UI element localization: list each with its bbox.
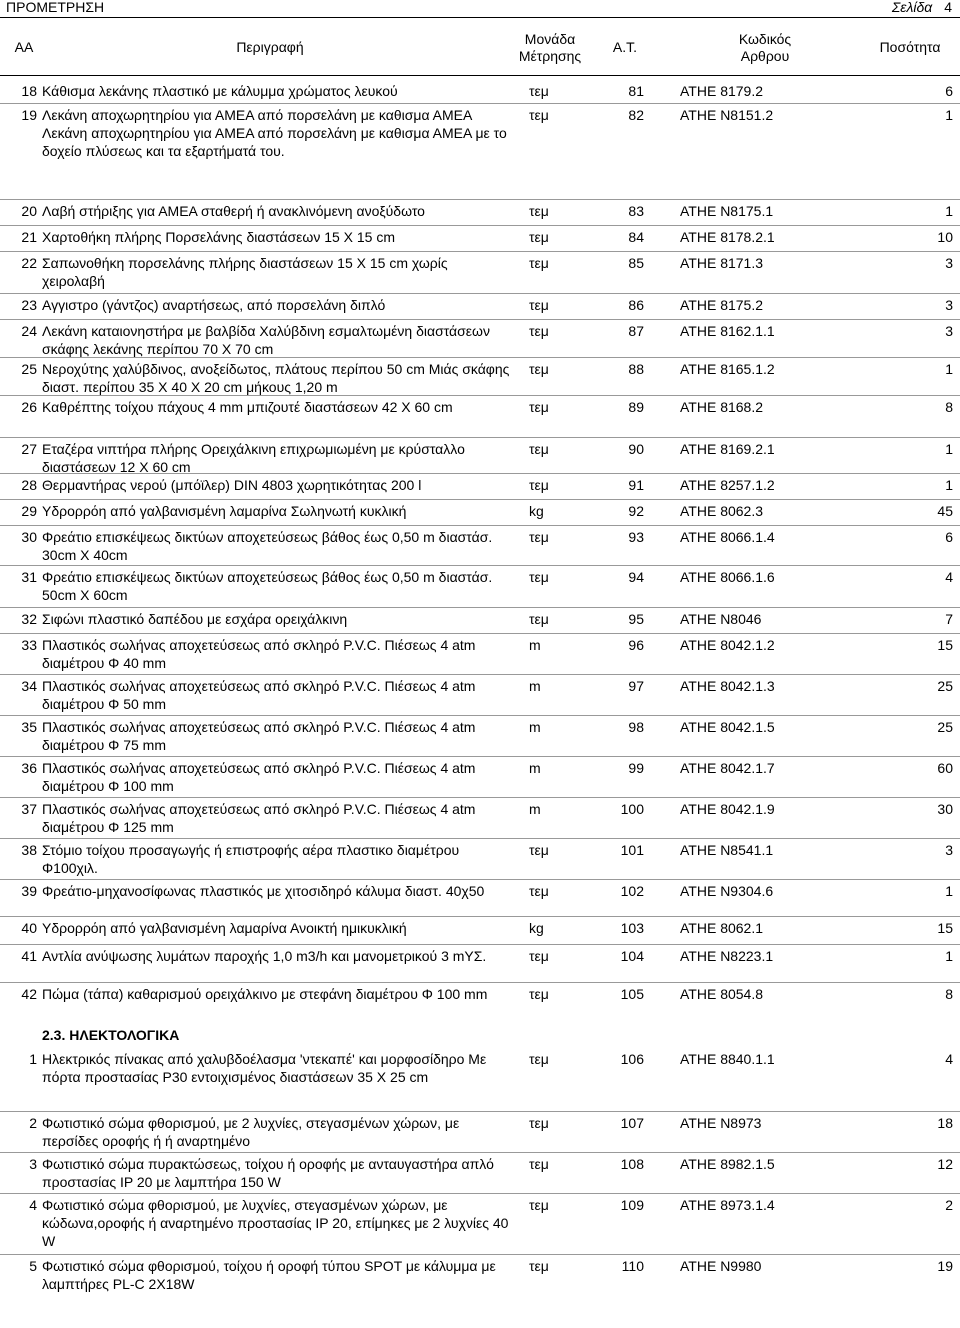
item-number: 23 (21, 297, 37, 313)
item-code: ΑΤΗΕ 8066.1.6 (680, 569, 775, 585)
item-number: 18 (21, 83, 37, 99)
table-row (0, 1193, 960, 1254)
item-description: Υδρορρόη από γαλβανισμένη λαμαρίνα Σωληνωτή κυκλική (42, 503, 407, 519)
item-description: Σαπωνοθήκη πορσελάνης πλήρης διαστάσεων 15 Χ 15 cm χωρίς χειρολαβή (42, 255, 448, 289)
item-at: 105 (620, 986, 644, 1002)
table-row (0, 225, 960, 251)
item-code: ΑΤΗΕ Ν8151.2 (680, 107, 774, 123)
table-row (0, 797, 960, 838)
table-row (0, 319, 960, 357)
col-unit-line1: Μονάδα (524, 31, 576, 47)
item-number: 24 (21, 323, 37, 339)
table-row (0, 293, 960, 319)
col-unit-line2: Μέτρησης (518, 48, 582, 64)
item-quantity: 25 (937, 719, 953, 735)
item-number: 33 (21, 637, 37, 653)
table-row (0, 80, 960, 103)
item-unit: τεμ (529, 203, 549, 219)
item-number: 40 (21, 920, 37, 936)
item-code: ΑΤΗΕ 8042.1.3 (680, 678, 775, 694)
item-at: 86 (628, 297, 644, 313)
item-code: ΑΤΗΕ 8178.2.1 (680, 229, 775, 245)
item-unit: τεμ (529, 529, 549, 545)
table-row (0, 756, 960, 797)
item-quantity: 6 (945, 83, 953, 99)
item-number: 26 (21, 399, 37, 415)
item-at: 101 (620, 842, 644, 858)
item-number: 22 (21, 255, 37, 271)
item-code: ΑΤΗΕ 8062.3 (680, 503, 764, 519)
item-at: 103 (620, 920, 644, 936)
item-number: 19 (21, 107, 37, 123)
item-number: 39 (21, 883, 37, 899)
item-number: 30 (21, 529, 37, 545)
item-description: Φωτιστικό σώμα φθορισμού, τοίχου ή οροφή τύπου SPOT με κάλυμμα με λαμπτήρες PL-C 2X18W (42, 1258, 496, 1292)
table-row (0, 838, 960, 879)
col-aa: ΑΑ (14, 39, 34, 55)
item-code: ΑΤΗΕ 8171.3 (680, 255, 764, 271)
item-unit: τεμ (529, 229, 549, 245)
item-description: Πλαστικός σωλήνας αποχετεύσεως από σκληρό P.V.C. Πιέσεως 4 atm διαμέτρου Φ 50 mm (42, 678, 476, 712)
document-title: ΠΡΟΜΕΤΡΗΣΗ (6, 0, 105, 15)
item-code: ΑΤΗΕ 8982.1.5 (680, 1156, 775, 1172)
item-code: ΑΤΗΕ 8042.1.7 (680, 760, 775, 776)
item-unit: kg (529, 503, 544, 519)
item-code: ΑΤΗΕ 8165.1.2 (680, 361, 775, 377)
item-unit: τεμ (529, 83, 549, 99)
item-number: 21 (21, 229, 37, 245)
item-code: ΑΤΗΕ Ν8175.1 (680, 203, 774, 219)
table-row (0, 395, 960, 437)
item-at: 100 (620, 801, 644, 817)
table-row (0, 715, 960, 756)
item-at: 83 (628, 203, 644, 219)
item-number: 1 (29, 1051, 37, 1067)
item-description: Πώμα (τάπα) καθαρισμού ορειχάλκινο με στεφάνη διαμέτρου Φ 100 mm (42, 986, 488, 1002)
item-unit: τεμ (529, 883, 549, 899)
item-number: 36 (21, 760, 37, 776)
item-code: ΑΤΗΕ 8066.1.4 (680, 529, 775, 545)
item-description: Σιφώνι πλαστικό δαπέδου με εσχάρα ορειχάλκινη (42, 611, 348, 627)
item-number: 2 (29, 1115, 37, 1131)
item-at: 91 (628, 477, 644, 493)
item-code: ΑΤΗΕ 8973.1.4 (680, 1197, 775, 1213)
item-description: Λεκάνη καταιονηστήρα με βαλβίδα Χαλύβδινη εσμαλτωμένη διαστάσεων σκάφης λεκάνης περίπου 70 Χ 70 cm (42, 323, 490, 357)
item-number: 3 (29, 1156, 37, 1172)
item-number: 41 (21, 948, 37, 964)
item-at: 87 (628, 323, 644, 339)
table-row (0, 1152, 960, 1193)
item-at: 82 (628, 107, 644, 123)
section-heading-row (0, 1022, 960, 1048)
item-at: 81 (628, 83, 644, 99)
item-unit: τεμ (529, 1115, 549, 1131)
item-unit: τεμ (529, 323, 549, 339)
item-quantity: 15 (937, 920, 953, 936)
item-description: Λεκάνη αποχωρητηρίου για ΑΜΕΑ από πορσελάνη με καθισμα ΑΜΕΑ Λεκάνη αποχωρητηρίου για ΑΜΕΑ από πορσελάνη με καθισμα ΑΜΕΑ με το δοχείο πλύσεως και τα εξαρτήματά του. (42, 107, 507, 159)
item-number: 32 (21, 611, 37, 627)
item-number: 27 (21, 441, 37, 457)
item-at: 92 (628, 503, 644, 519)
item-at: 94 (628, 569, 644, 585)
table-row (0, 1254, 960, 1295)
item-description: Κάθισμα λεκάνης πλαστικό με κάλυμμα χρώματος λευκού (42, 83, 398, 99)
item-unit: τεμ (529, 842, 549, 858)
item-unit: τεμ (529, 1258, 549, 1274)
item-at: 110 (621, 1258, 644, 1274)
item-description: Ηλεκτρικός πίνακας από χαλυβδοέλασμα 'ντεκαπέ' και μορφοσίδηρο Με πόρτα προστασίας P30 εντοιχισμένος διαστάσεων 35 Χ 25 cm (42, 1051, 487, 1085)
item-unit: τεμ (529, 948, 549, 964)
table-row (0, 982, 960, 1022)
item-code: ΑΤΗΕ 8840.1.1 (680, 1051, 775, 1067)
header-rule (0, 17, 960, 18)
item-quantity: 1 (945, 477, 953, 493)
item-description: Καθρέπτης τοίχου πάχους 4 mm μπιζουτέ διαστάσεων 42 Χ 60 cm (42, 399, 453, 415)
item-quantity: 1 (945, 441, 953, 457)
item-quantity: 45 (937, 503, 953, 519)
item-unit: τεμ (529, 399, 549, 415)
table-row (0, 1048, 960, 1111)
item-quantity: 18 (937, 1115, 953, 1131)
col-at: Α.Τ. (612, 39, 638, 55)
item-description: Φρεάτιο επισκέψεως δικτύων αποχετεύσεως βάθος έως 0,50 m διαστάσ. 50cm Χ 60cm (42, 569, 493, 603)
item-description: Αντλία ανύψωσης λυμάτων παροχής 1,0 m3/h και μανομετρικού 3 mΥΣ. (42, 948, 487, 964)
item-at: 109 (620, 1197, 644, 1213)
item-unit: τεμ (529, 255, 549, 271)
item-description: Υδρορρόη από γαλβανισμένη λαμαρίνα Ανοικτή ημικυκλική (42, 920, 407, 936)
page-number: 4 (944, 0, 952, 15)
item-unit: τεμ (529, 1051, 549, 1067)
item-description: Πλαστικός σωλήνας αποχετεύσεως από σκληρό P.V.C. Πιέσεως 4 atm διαμέτρου Φ 100 mm (42, 760, 476, 794)
item-code: ΑΤΗΕ Ν9304.6 (680, 883, 774, 899)
item-unit: m (529, 719, 541, 735)
section-heading: 2.3. ΗΛΕΚΤΟΛΟΓΙΚΑ (42, 1027, 180, 1043)
item-description: Πλαστικός σωλήνας αποχετεύσεως από σκληρό P.V.C. Πιέσεως 4 atm διαμέτρου Φ 40 mm (42, 637, 476, 671)
item-quantity: 60 (937, 760, 953, 776)
item-unit: τεμ (529, 569, 549, 585)
item-at: 102 (620, 883, 644, 899)
item-description: Χαρτοθήκη πλήρης Πορσελάνης διαστάσεων 15 Χ 15 cm (42, 229, 396, 245)
item-quantity: 2 (945, 1197, 953, 1213)
item-number: 4 (29, 1197, 37, 1213)
item-quantity: 1 (945, 883, 953, 899)
item-quantity: 3 (945, 842, 953, 858)
item-quantity: 6 (945, 529, 953, 545)
item-unit: m (529, 801, 541, 817)
item-at: 95 (628, 611, 644, 627)
item-description: Πλαστικός σωλήνας αποχετεύσεως από σκληρό P.V.C. Πιέσεως 4 atm διαμέτρου Φ 125 mm (42, 801, 476, 835)
item-code: ΑΤΗΕ 8062.1 (680, 920, 764, 936)
item-quantity: 3 (945, 297, 953, 313)
table-row (0, 251, 960, 293)
item-quantity: 30 (937, 801, 953, 817)
item-quantity: 8 (945, 986, 953, 1002)
item-code: ΑΤΗΕ 8054.8 (680, 986, 764, 1002)
item-code: ΑΤΗΕ 8168.2 (680, 399, 764, 415)
item-code: ΑΤΗΕ 8162.1.1 (680, 323, 775, 339)
item-quantity: 10 (937, 229, 953, 245)
item-at: 93 (628, 529, 644, 545)
table-row (0, 473, 960, 499)
item-at: 98 (628, 719, 644, 735)
item-number: 25 (21, 361, 37, 377)
page-indicator (892, 0, 952, 15)
item-at: 96 (628, 637, 644, 653)
col-description: Περιγραφή (236, 39, 304, 55)
item-unit: τεμ (529, 477, 549, 493)
table-row (0, 674, 960, 715)
table-row (0, 103, 960, 199)
item-quantity: 12 (937, 1156, 953, 1172)
item-quantity: 1 (945, 948, 953, 964)
table-row (0, 1111, 960, 1152)
item-description: Θερμαντήρας νερού (μπόϊλερ) DIN 4803 χωρητικότητας 200 l (42, 477, 422, 493)
item-unit: kg (529, 920, 544, 936)
col-code-line1: Κωδικός (738, 31, 792, 47)
item-at: 85 (628, 255, 644, 271)
item-quantity: 19 (937, 1258, 953, 1274)
item-number: 37 (21, 801, 37, 817)
item-description: Εταζέρα νιπτήρα πλήρης Ορειχάλκινη επιχρωμιωμένη με κρύσταλλο διαστάσεων 12 Χ 60 cm (42, 441, 465, 475)
table-row (0, 916, 960, 944)
item-at: 108 (620, 1156, 644, 1172)
item-number: 31 (21, 569, 37, 585)
table-row (0, 199, 960, 225)
column-header-rule (0, 75, 960, 76)
table-row (0, 525, 960, 565)
item-table (0, 80, 960, 1295)
item-at: 107 (620, 1115, 644, 1131)
item-quantity: 3 (945, 323, 953, 339)
item-code: ΑΤΗΕ 8179.2 (680, 83, 764, 99)
table-row (0, 357, 960, 395)
item-quantity: 25 (937, 678, 953, 694)
item-number: 34 (21, 678, 37, 694)
col-code-line2: Αρθρου (740, 48, 790, 64)
page-label: Σελίδα (891, 0, 933, 15)
item-description: Φρεάτιο επισκέψεως δικτύων αποχετεύσεως βάθος έως 0,50 m διαστάσ. 30cm Χ 40cm (42, 529, 493, 563)
item-quantity: 4 (945, 1051, 953, 1067)
table-row (0, 879, 960, 916)
table-row (0, 944, 960, 982)
item-code: ΑΤΗΕ 8042.1.2 (680, 637, 775, 653)
item-quantity: 7 (945, 611, 953, 627)
item-unit: τεμ (529, 361, 549, 377)
col-unit (490, 31, 610, 65)
item-number: 20 (21, 203, 37, 219)
col-quantity: Ποσότητα (879, 39, 941, 55)
item-description: Φωτιστικό σώμα πυρακτώσεως, τοίχου ή οροφής με ανταυγαστήρα απλό προστασίας IP 20 με λαμπτήρα 150 W (42, 1156, 494, 1190)
item-unit: τεμ (529, 611, 549, 627)
item-unit: m (529, 760, 541, 776)
item-code: ΑΤΗΕ Ν8541.1 (680, 842, 774, 858)
page-header (0, 0, 960, 16)
item-unit: τεμ (529, 1156, 549, 1172)
item-unit: τεμ (529, 1197, 549, 1213)
item-at: 99 (628, 760, 644, 776)
item-quantity: 1 (945, 361, 953, 377)
item-at: 84 (628, 229, 644, 245)
item-code: ΑΤΗΕ 8042.1.9 (680, 801, 775, 817)
item-at: 106 (620, 1051, 644, 1067)
item-number: 38 (21, 842, 37, 858)
item-number: 29 (21, 503, 37, 519)
item-at: 97 (628, 678, 644, 694)
col-code (710, 31, 820, 65)
item-number: 28 (21, 477, 37, 493)
item-code: ΑΤΗΕ 8175.2 (680, 297, 764, 313)
item-unit: m (529, 637, 541, 653)
item-at: 90 (628, 441, 644, 457)
item-description: Φωτιστικό σώμα φθορισμού, με 2 λυχνίες, στεγασμένων χώρων, με περσίδες οροφής ή ή αναρτημένο (42, 1115, 460, 1149)
item-unit: τεμ (529, 107, 549, 123)
table-row (0, 633, 960, 674)
item-code: ΑΤΗΕ Ν9980 (680, 1258, 762, 1274)
item-description: Λαβή στήριξης για ΑΜΕΑ σταθερή ή ανακλινόμενη ανοξύδωτο (42, 203, 425, 219)
table-row (0, 607, 960, 633)
item-unit: τεμ (529, 297, 549, 313)
item-quantity: 15 (937, 637, 953, 653)
item-description: Νεροχύτης χαλύβδινος, ανοξείδωτος, πλάτους περίπου 50 cm Μιάς σκάφης διαστ. περίπου 35 Χ 40 Χ 20 cm μήκους 1,20 m (42, 361, 510, 395)
table-row (0, 565, 960, 607)
table-row (0, 437, 960, 473)
table-row (0, 499, 960, 525)
item-description: Αγγιστρο (γάντζος) αναρτήσεως, από πορσελάνη διπλό (42, 297, 386, 313)
item-at: 104 (620, 948, 644, 964)
item-at: 88 (628, 361, 644, 377)
item-unit: τεμ (529, 986, 549, 1002)
item-quantity: 8 (945, 399, 953, 415)
item-quantity: 4 (945, 569, 953, 585)
item-number: 5 (29, 1258, 37, 1274)
item-at: 89 (628, 399, 644, 415)
item-code: ΑΤΗΕ 8169.2.1 (680, 441, 775, 457)
item-description: Πλαστικός σωλήνας αποχετεύσεως από σκληρό P.V.C. Πιέσεως 4 atm διαμέτρου Φ 75 mm (42, 719, 476, 753)
item-number: 35 (21, 719, 37, 735)
item-code: ΑΤΗΕ Ν8973 (680, 1115, 762, 1131)
item-description: Φωτιστικό σώμα φθορισμού, με λυχνίες, στεγασμένων χώρων, με κώδωνα,οροφής ή αναρτημένο προστασίας IP 20, επίμηκες με 2 λυχνίες 40 W (42, 1197, 509, 1249)
item-code: ΑΤΗΕ Ν8223.1 (680, 948, 774, 964)
column-headers (0, 31, 960, 71)
item-quantity: 3 (945, 255, 953, 271)
item-code: ΑΤΗΕ 8042.1.5 (680, 719, 775, 735)
item-code: ΑΤΗΕ 8257.1.2 (680, 477, 775, 493)
item-quantity: 1 (945, 107, 953, 123)
item-description: Φρεάτιο-μηχανοσίφωνας πλαστικός με χιτοσιδηρό κάλυμα διαστ. 40χ50 (42, 883, 485, 899)
item-description: Στόμιο τοίχου προσαγωγής ή επιστροφής αέρα πλαστικο διαμέτρου Φ100χιλ. (42, 842, 460, 876)
item-code: ΑΤΗΕ Ν8046 (680, 611, 762, 627)
item-quantity: 1 (945, 203, 953, 219)
item-unit: τεμ (529, 441, 549, 457)
item-number: 42 (21, 986, 37, 1002)
item-unit: m (529, 678, 541, 694)
